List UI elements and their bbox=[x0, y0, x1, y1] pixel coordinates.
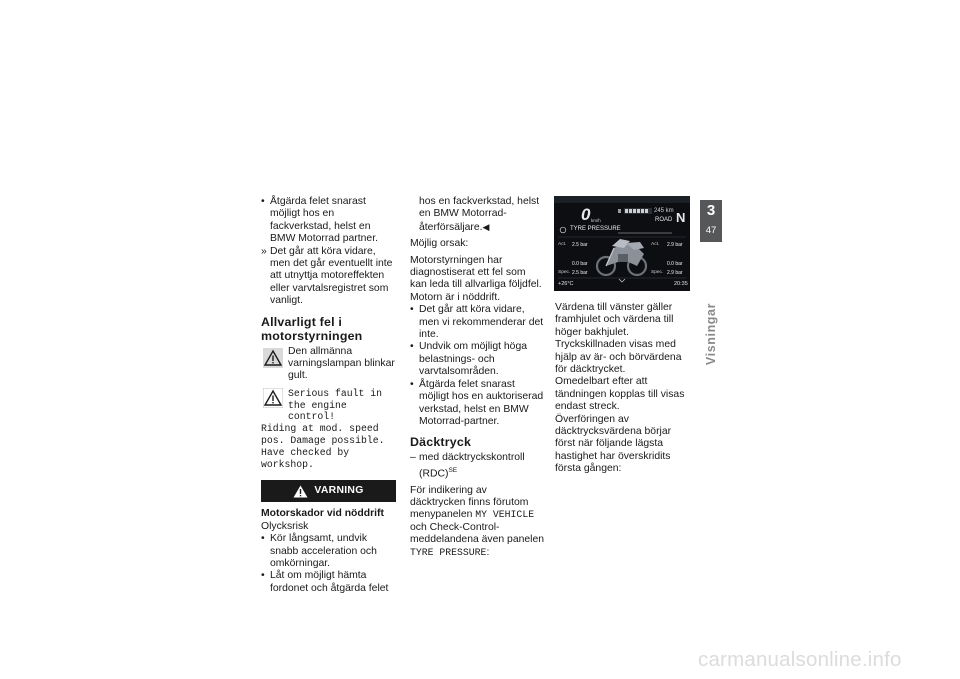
danger-subtitle: Olycksrisk bbox=[261, 520, 309, 532]
column-left bbox=[261, 196, 396, 595]
paragraph: Omedelbart efter att tändningen kopplas till visas endast streck. bbox=[555, 376, 685, 413]
panel-title: TYRE PRESSURE bbox=[570, 226, 621, 232]
spec-rear-value: 2.9 bar bbox=[667, 270, 683, 276]
cause-text: Motorstyrningen har diagnostiserat ett fel som kan leda till allvarliga följdfel. Motorn är i nöddrift. bbox=[410, 254, 542, 303]
spec-label-front: Spec. bbox=[558, 270, 571, 275]
section-heading-engine-fault: Allvarligt fel i motorstyrningen bbox=[261, 314, 363, 343]
section-heading-tyre-pressure: Däcktryck bbox=[410, 435, 472, 450]
list-item: • Låt om möjligt hämta fordonet och åtgärda felet bbox=[261, 570, 396, 595]
warning-light-text: Den allmänna varningslampan blinkar gult. bbox=[288, 345, 395, 382]
riding-mode: ROAD bbox=[655, 217, 673, 223]
act-label-rear: Act. bbox=[651, 242, 660, 247]
list-item: • Åtgärda felet snarast möjligt hos en fackverkstad, helst en BMW Motorrad partner. bbox=[261, 196, 396, 246]
act-front-value: 2.5 bar bbox=[572, 242, 588, 248]
list-item: • Undvik om möjligt höga belastnings- och varvtalsområden. bbox=[410, 341, 545, 378]
warning-banner-label: VARNING bbox=[314, 485, 364, 497]
spec-front-value: 2.5 bar bbox=[572, 270, 588, 276]
tyre-paragraph: För indikering av däcktrycken finns förutom menypanelen MY VEHICLE och Check-Control-meddelandena även panelen TYRE PRESSURE: bbox=[410, 484, 545, 558]
spec-label-rear: Spec. bbox=[651, 270, 664, 275]
chapter-number: 3 bbox=[706, 202, 716, 219]
paragraph: Överföringen av däcktrycksvärdena börjar först när följande lägsta hastighet har överskridits första gången: bbox=[555, 413, 672, 475]
continued-text-body: hos en fackverkstad, helst en BMW Motorrad-återförsäljare. bbox=[419, 196, 540, 233]
panel-name-tyre-pressure: TYRE PRESSURE bbox=[410, 546, 487, 558]
warning-banner bbox=[261, 480, 396, 502]
clock: 20:35 bbox=[674, 281, 688, 287]
equipment-item bbox=[410, 452, 545, 480]
list-item: • Åtgärda felet snarast möjligt hos en auktoriserad verkstad, helst en BMW Motorrad-partner. bbox=[410, 379, 545, 429]
list-item: • Kör långsamt, undvik snabb acceleration och omkörningar. bbox=[261, 533, 396, 570]
display-message-line1: Serious fault in the engine control! bbox=[288, 387, 383, 423]
speed-unit: km/h bbox=[591, 218, 601, 223]
bullet-list bbox=[261, 196, 396, 308]
end-mark-icon: ◀ bbox=[482, 221, 490, 232]
act-label-front: Act. bbox=[558, 242, 567, 247]
mid-front-value: 0.0 bar bbox=[572, 261, 588, 267]
list-item: • Det går att köra vidare, men vi rekommenderar det inte. bbox=[410, 304, 545, 341]
range-value: 245 km bbox=[654, 208, 674, 214]
warning-banner-icon bbox=[293, 485, 308, 498]
gear-indicator: N bbox=[676, 210, 686, 225]
watermark: carmanualsonline.info bbox=[698, 648, 902, 671]
warning-light-row bbox=[261, 346, 396, 383]
display-message bbox=[261, 388, 396, 471]
paragraph: Värdena till vänster gäller framhjulet och värdena till höger bakhjulet. bbox=[555, 302, 674, 338]
equipment-item-sup: SE bbox=[448, 466, 458, 474]
paragraph: Tryckskillnaden visas med hjälp av är- och börvärdena för däcktrycket. bbox=[555, 339, 682, 376]
chapter-tab bbox=[700, 200, 722, 242]
column-right bbox=[555, 302, 693, 476]
dashboard-display bbox=[554, 196, 690, 291]
warning-triangle-icon bbox=[263, 388, 283, 408]
equipment-item-text: med däcktryckskontroll (RDC) bbox=[419, 452, 525, 480]
speed-value: 0 bbox=[581, 205, 591, 224]
display-message-line2: Riding at mod. speed pos. Damage possible. Have checked by workshop. bbox=[261, 423, 385, 470]
continued-text bbox=[410, 196, 545, 234]
chapter-title: Visningar bbox=[704, 302, 718, 366]
ambient-temperature: +26°C bbox=[558, 281, 574, 287]
column-middle bbox=[410, 196, 545, 559]
danger-title: Motorskador vid nöddrift bbox=[261, 508, 384, 520]
bullet-list bbox=[410, 304, 545, 428]
menu-name-my-vehicle: MY VEHICLE bbox=[475, 509, 535, 521]
page-number: 47 bbox=[705, 225, 717, 236]
danger-list bbox=[261, 533, 396, 595]
list-item-result: » Det går att köra vidare, men det går eventuellt inte att utnyttja motoreffekten eller varvtalsregistret som vanligt. bbox=[261, 246, 396, 308]
cause-label: Möjlig orsak: bbox=[410, 238, 469, 250]
mid-rear-value: 0.0 bar bbox=[667, 261, 683, 267]
act-rear-value: 2.9 bar bbox=[667, 242, 683, 248]
warning-triangle-icon bbox=[263, 348, 283, 368]
